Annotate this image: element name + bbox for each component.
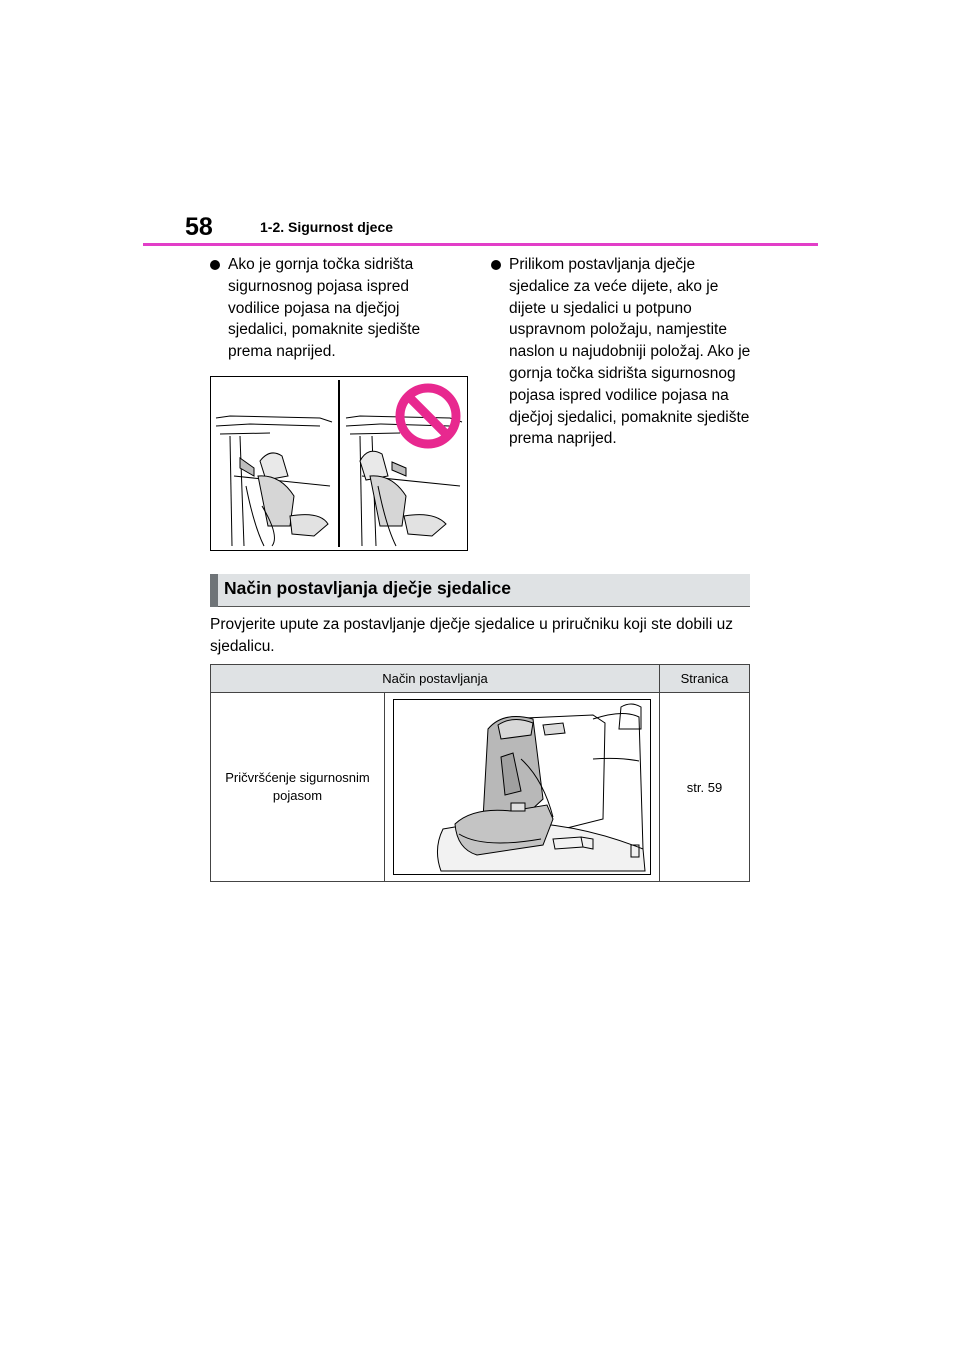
- left-bullet-list: [210, 254, 460, 363]
- list-item: Ako je gornja točka sidrišta sigurnosnog pojasa ispred vodilice pojasa na dječjoj sjedalici, pomaknite sjedište prema naprijed.: [210, 254, 460, 363]
- intro-paragraph: Provjerite upute za postavljanje dječje sjedalice u priručniku koji ste dobili uz sjedalicu.: [210, 616, 733, 655]
- table-header-row: [211, 665, 750, 693]
- heading-accent: [210, 574, 218, 607]
- section-heading: [210, 574, 750, 607]
- image-cell: [385, 693, 660, 882]
- installation-table: [210, 664, 750, 882]
- header-divider: [143, 243, 818, 246]
- header-method: Način postavljanja: [211, 665, 660, 693]
- child-seat-illustration: [393, 699, 651, 875]
- section-title: 1-2. Sigurnost djece: [260, 219, 394, 235]
- seat-position-illustration: [210, 376, 468, 551]
- table-row: [211, 693, 750, 882]
- section-heading-text: Način postavljanja dječje sjedalice: [224, 578, 511, 598]
- right-bullet-list: [491, 254, 753, 450]
- list-item: Prilikom postavljanja dječje sjedalice za veće dijete, ako je dijete u sjedalici u potpuno uspravnom položaju, namjestite naslon u najudobniji položaj. Ako je gornja točka sidrišta sigurnosnog pojasa ispred vodilice pojasa na dječjoj sjedalici, pomaknite sjedište prema naprijed.: [491, 254, 753, 450]
- header-page: Stranica: [660, 665, 750, 693]
- page-ref-cell: str. 59: [660, 693, 750, 882]
- page-number: 58: [185, 213, 213, 241]
- method-cell: Pričvršćenje sigurnosnim pojasom: [211, 693, 385, 882]
